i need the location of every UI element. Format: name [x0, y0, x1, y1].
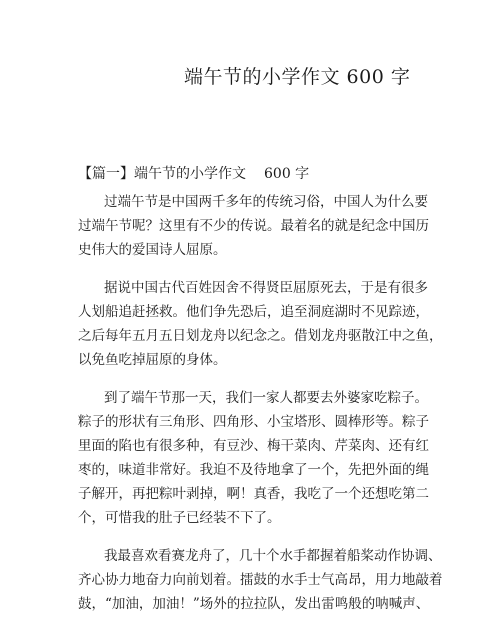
paragraph-line: 里面的陷也有很多种，有豆沙、梅干菜肉、芹菜肉、还有红	[78, 438, 429, 454]
paragraph-line: 枣的，味道非常好。我迫不及待地拿了一个，先把外面的绳	[78, 462, 429, 478]
paragraph-line: 过端午节呢？这里有不少的传说。最着名的就是纪念中国历	[78, 218, 429, 234]
document-title: 端午节的小学作文 600 字	[184, 66, 411, 88]
paragraph-line: 之后每年五月五日划龙舟以纪念之。借划龙舟驱散江中之鱼，	[78, 328, 443, 344]
paragraph-line: 人划船追赶拯救。他们争先恐后，追至洞庭湖时不见踪迹，	[78, 304, 429, 320]
paragraph-line: 鼓，“加油，加油！”场外的拉拉队，发出雷鸣般的呐喊声、	[78, 596, 430, 612]
paragraph-line: 齐心协力地奋力向前划着。擂鼓的水手士气高昂，用力地敲着	[78, 572, 443, 588]
paragraph	[78, 544, 443, 616]
section-heading	[78, 163, 309, 183]
section-label: 【篇一】端午节的小学作文	[78, 166, 246, 182]
document-body	[78, 190, 443, 630]
paragraph-line: 过端午节是中国两千多年的传统习俗，中国人为什么要	[104, 194, 428, 210]
paragraph	[78, 190, 428, 262]
paragraph	[78, 386, 428, 530]
paragraph-line: 以免鱼吃掉屈原的身体。	[78, 352, 227, 368]
paragraph	[78, 276, 443, 372]
paragraph-line: 子解开，再把粽叶剥掉，啊！真香，我吃了一个还想吃第二	[78, 486, 429, 502]
paragraph-line: 据说中国古代百姓因舍不得贤臣屈原死去，于是有很多	[104, 280, 428, 296]
section-word-count: 600 字	[264, 166, 310, 182]
paragraph-line: 到了端午节那一天，我们一家人都要去外婆家吃粽子。	[104, 390, 428, 406]
paragraph-line: 个，可惜我的肚子已经装不下了。	[78, 510, 281, 526]
paragraph-line: 史伟大的爱国诗人屈原。	[78, 242, 227, 258]
paragraph-line: 我最喜欢看赛龙舟了，几十个水手都握着船桨动作协调、	[104, 548, 442, 564]
paragraph-line: 粽子的形状有三角形、四角形、小宝塔形、圆棒形等。粽子	[78, 414, 429, 430]
